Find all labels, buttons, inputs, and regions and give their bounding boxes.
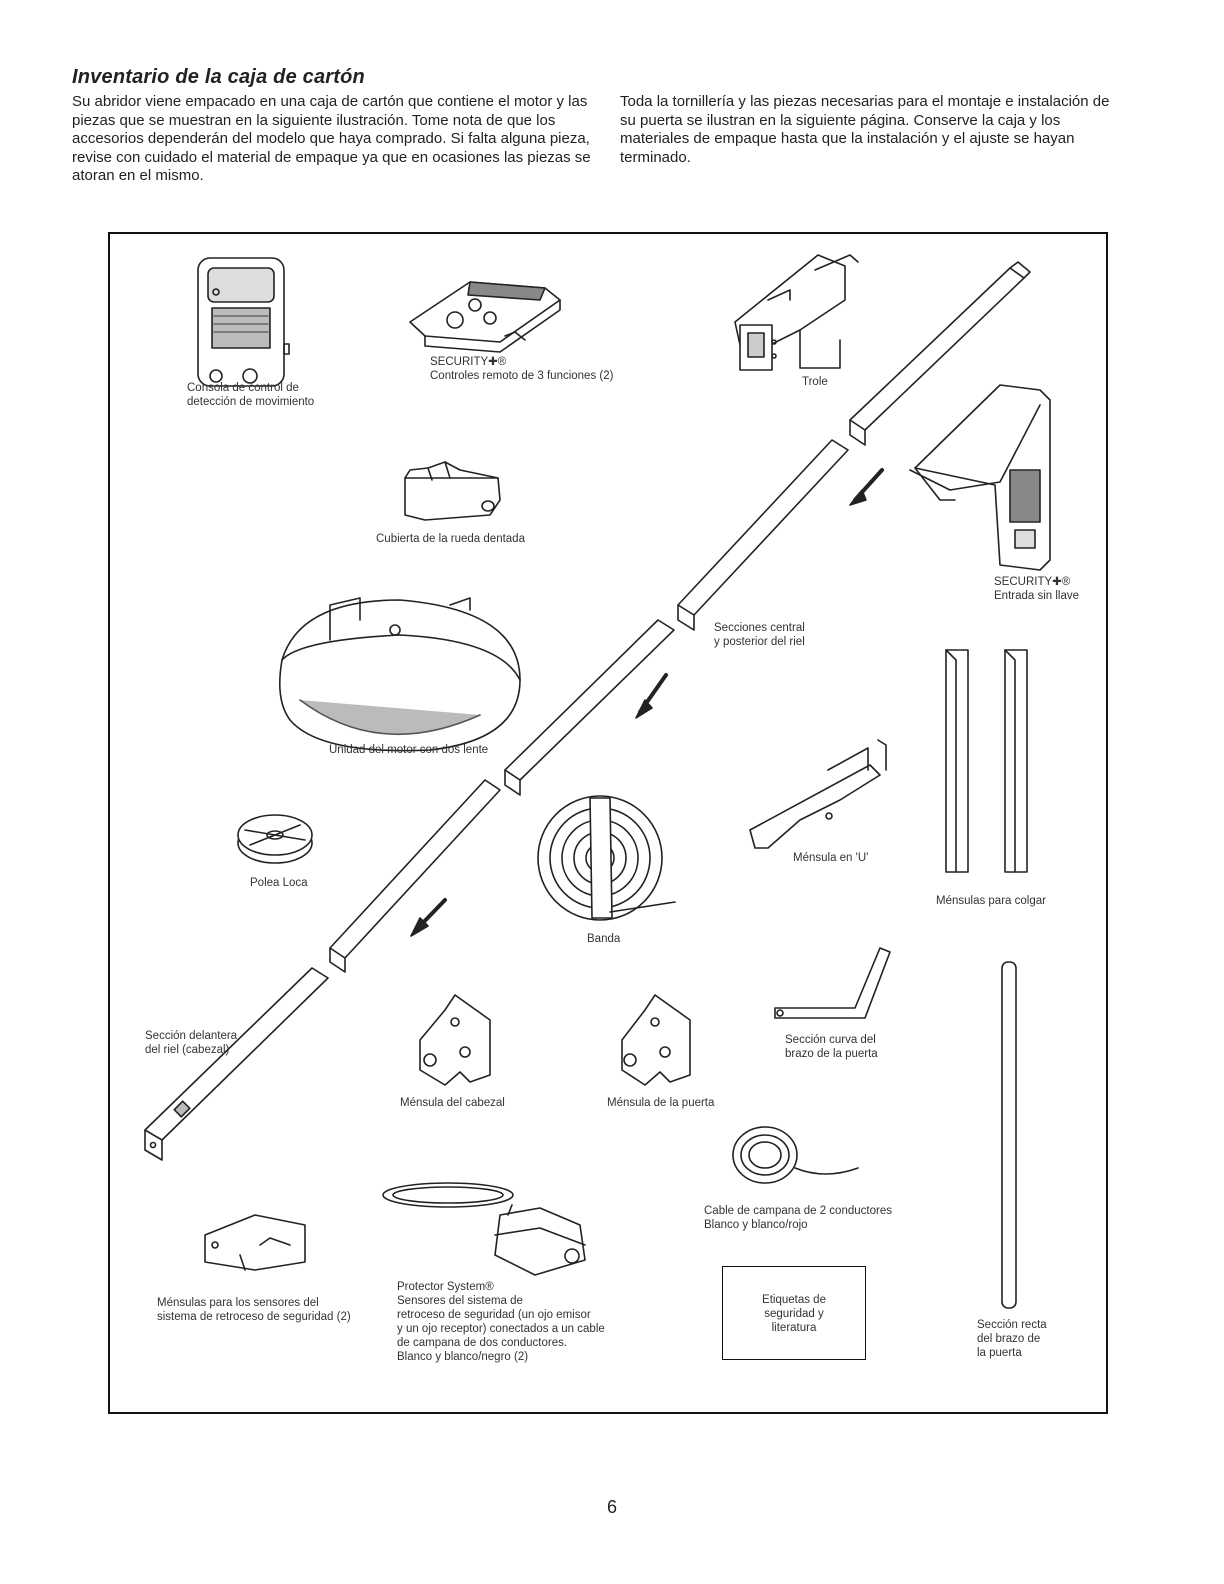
label-sprocket-cover: Cubierta de la rueda dentada bbox=[376, 533, 525, 545]
literature-box bbox=[722, 1266, 866, 1360]
bell-wire-drawing bbox=[733, 1127, 858, 1183]
label-hanging-brackets: Ménsulas para colgar bbox=[936, 895, 1046, 907]
label-bell-wire: Cable de campana de 2 conductores Blanco y blanco/rojo bbox=[704, 1205, 892, 1231]
trolley-drawing bbox=[735, 255, 858, 370]
label-u-bracket: Ménsula en 'U' bbox=[793, 852, 869, 864]
label-protector-system: Protector System® Sensores del sistema de retroceso de seguridad (un ojo emisor y un ojo receptor) conectados a un cable de campana de dos conductores. Blanco y blanco/negro (2) bbox=[397, 1281, 605, 1363]
label-sensor-brackets: Ménsulas para los sensores del sistema de retroceso de seguridad (2) bbox=[157, 1297, 351, 1323]
label-header-bracket: Ménsula del cabezal bbox=[400, 1097, 505, 1109]
control-console-drawing bbox=[198, 258, 289, 386]
label-belt: Banda bbox=[587, 933, 621, 945]
section-title: Inventario de la caja de cartón bbox=[72, 66, 365, 88]
motor-unit-drawing bbox=[280, 598, 520, 751]
label-console: Consola de control de detección de movimiento bbox=[187, 382, 315, 408]
keyless-entry-drawing bbox=[910, 385, 1050, 570]
label-idler-pulley: Polea Loca bbox=[250, 877, 308, 889]
label-front-rail: Sección delantera del riel (cabezal) bbox=[145, 1030, 238, 1056]
sensor-brackets-drawing bbox=[205, 1215, 305, 1270]
label-rail-sections: Secciones central y posterior del riel bbox=[714, 622, 805, 648]
label-motor-unit: Unidad del motor con dos lente bbox=[329, 744, 489, 756]
curved-door-arm-drawing bbox=[775, 948, 890, 1018]
protector-system-drawing bbox=[383, 1183, 585, 1275]
u-bracket-drawing bbox=[750, 740, 886, 848]
label-curved-arm: Sección curva del brazo de la puerta bbox=[785, 1034, 878, 1060]
intro-paragraph-left: Su abridor viene empacado en una caja de cartón que contiene el motor y las piezas que se muestran en la siguiente ilustración. Tome nota de que los accesorios dependerán del modelo que haya comprado. Si falta alguna pieza, revise con cuidado el material de empaque ya que en ocasiones las piezas se atoran en el mismo. bbox=[72, 93, 591, 184]
label-straight-arm: Sección recta del brazo de la puerta bbox=[977, 1319, 1047, 1359]
door-bracket-drawing bbox=[622, 995, 690, 1085]
remote-control-drawing bbox=[410, 282, 560, 352]
label-remote: SECURITY✚® Controles remoto de 3 funciones (2) bbox=[430, 356, 614, 382]
label-keyless-entry: SECURITY✚® Entrada sin llave bbox=[994, 576, 1080, 602]
hanging-brackets-drawing bbox=[946, 650, 1027, 872]
label-literature: Etiquetas de seguridad y literatura bbox=[762, 1294, 826, 1334]
header-bracket-drawing bbox=[420, 995, 490, 1085]
label-trolley: Trole bbox=[802, 376, 828, 388]
idler-pulley-drawing bbox=[238, 815, 312, 863]
sprocket-cover-drawing bbox=[405, 462, 500, 520]
belt-drawing bbox=[538, 796, 675, 920]
straight-door-arm-drawing bbox=[1002, 962, 1016, 1308]
page-number: 6 bbox=[606, 1497, 617, 1517]
intro-paragraph-right: Toda la tornillería y las piezas necesarias para el montaje e instalación de su puerta se ilustran en la siguiente página. Conserve la caja y los materiales de empaque hasta que la instalación y el ajuste se hayan terminado. bbox=[620, 93, 1110, 166]
label-door-bracket: Ménsula de la puerta bbox=[607, 1097, 715, 1109]
